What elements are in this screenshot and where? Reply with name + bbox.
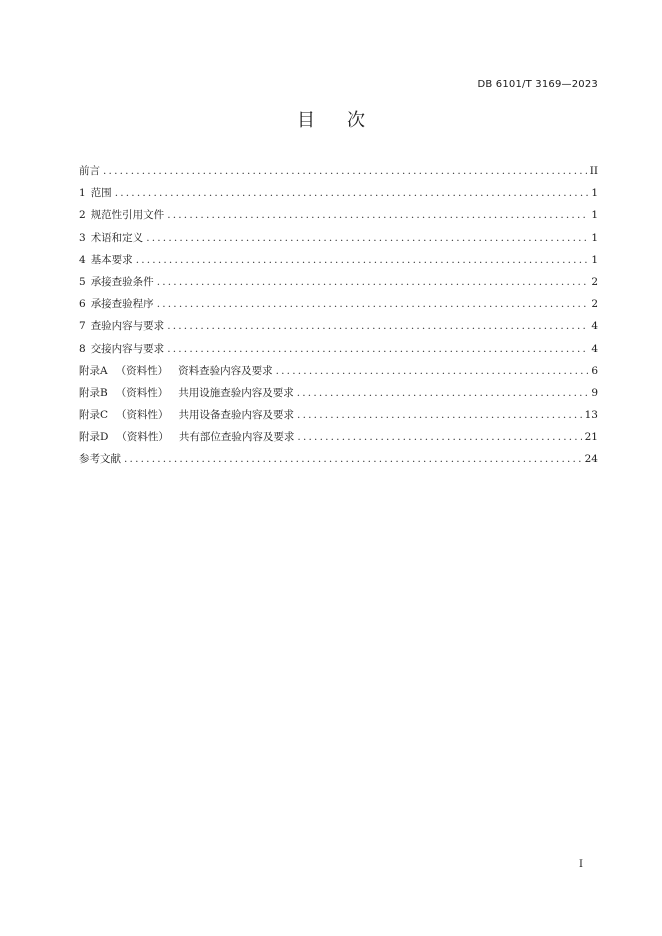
toc-page-number: 1 <box>591 253 598 266</box>
toc-entry-number: 7 <box>79 320 86 333</box>
toc-entry-label: 交接内容与要求 <box>90 342 165 355</box>
toc-leader-dots <box>167 320 588 332</box>
toc-appendix-tag: （资料性） <box>116 431 169 444</box>
toc-entry-number: 5 <box>79 275 86 288</box>
toc-leader-dots <box>115 187 589 199</box>
toc-entry-appendix-b[interactable] <box>79 385 598 407</box>
toc-page-number: 21 <box>584 431 598 444</box>
toc-entry-number: 6 <box>79 298 86 311</box>
toc-leader-dots <box>297 387 589 399</box>
toc-entry-label: 范围 <box>90 187 112 200</box>
toc-leader-dots <box>167 343 588 355</box>
toc-leader-dots <box>297 431 581 443</box>
toc-page-number: 1 <box>591 187 598 200</box>
toc-entry-3[interactable] <box>79 230 598 252</box>
toc-entry-number: 2 <box>79 209 86 222</box>
toc-entry-appendix-c[interactable] <box>79 407 598 429</box>
toc-page-number: 2 <box>591 298 598 311</box>
toc-page-number: II <box>589 165 598 177</box>
toc-entry-label: 承接查验程序 <box>90 298 154 311</box>
toc-page-number: 13 <box>584 409 598 422</box>
table-of-contents <box>79 163 598 474</box>
toc-leader-dots <box>297 409 582 421</box>
page-title-char-2: 次 <box>347 110 365 131</box>
footer-page-number: I <box>579 859 583 870</box>
toc-entry-label: 参考文献 <box>79 453 121 466</box>
toc-entry-7[interactable] <box>79 318 598 340</box>
toc-appendix-number: 附录A <box>79 364 108 377</box>
toc-page-number: 4 <box>591 320 598 333</box>
toc-page-number: 1 <box>591 209 598 222</box>
page-title-char-1: 目 <box>297 110 315 131</box>
toc-leader-dots <box>124 453 582 465</box>
toc-entry-6[interactable] <box>79 296 598 318</box>
toc-entry-number: 4 <box>79 253 86 266</box>
toc-page-number: 24 <box>584 453 598 466</box>
toc-page-number: 2 <box>591 275 598 288</box>
toc-entry-label: 共用设施查验内容及要求 <box>178 386 294 399</box>
toc-entry-number: 3 <box>79 231 86 244</box>
toc-entry-foreword[interactable] <box>79 163 598 185</box>
toc-appendix-tag: （资料性） <box>115 386 169 399</box>
toc-entry-4[interactable] <box>79 252 598 274</box>
toc-entry-label: 规范性引用文件 <box>90 209 165 222</box>
toc-entry-references[interactable] <box>79 451 598 473</box>
toc-page-number: 6 <box>591 364 598 377</box>
toc-appendix-number: 附录D <box>79 431 109 444</box>
toc-entry-label: 术语和定义 <box>90 231 144 244</box>
toc-entry-appendix-d[interactable] <box>79 429 598 451</box>
toc-leader-dots <box>167 209 588 221</box>
toc-entry-number: 8 <box>79 342 86 355</box>
toc-leader-dots <box>136 254 589 266</box>
toc-entry-8[interactable] <box>79 341 598 363</box>
toc-appendix-number: 附录B <box>79 386 108 399</box>
page-title <box>0 106 662 132</box>
toc-entry-5[interactable] <box>79 274 598 296</box>
toc-page-number: 4 <box>591 342 598 355</box>
toc-entry-label: 资料查验内容及要求 <box>178 364 273 377</box>
toc-leader-dots <box>276 365 589 377</box>
toc-leader-dots <box>146 232 588 244</box>
toc-appendix-tag: （资料性） <box>115 364 169 377</box>
toc-entry-label: 共用设备查验内容及要求 <box>178 409 295 422</box>
toc-entry-label: 基本要求 <box>90 253 133 266</box>
toc-appendix-number: 附录C <box>79 409 109 422</box>
toc-appendix-tag: （资料性） <box>116 409 169 422</box>
toc-entry-1[interactable] <box>79 185 598 207</box>
toc-page-number: 1 <box>591 231 598 244</box>
toc-entry-label: 共有部位查验内容及要求 <box>178 431 295 444</box>
toc-leader-dots <box>157 276 589 288</box>
document-code: DB 6101/T 3169—2023 <box>477 79 598 90</box>
toc-entry-label: 承接查验条件 <box>90 275 154 288</box>
toc-entry-appendix-a[interactable] <box>79 363 598 385</box>
toc-entry-number: 1 <box>79 187 86 200</box>
toc-page-number: 9 <box>591 386 598 399</box>
toc-leader-dots <box>157 298 589 310</box>
toc-leader-dots <box>103 165 587 177</box>
toc-entry-2[interactable] <box>79 207 598 229</box>
toc-entry-label: 前言 <box>79 165 100 177</box>
toc-entry-label: 查验内容与要求 <box>90 320 165 333</box>
